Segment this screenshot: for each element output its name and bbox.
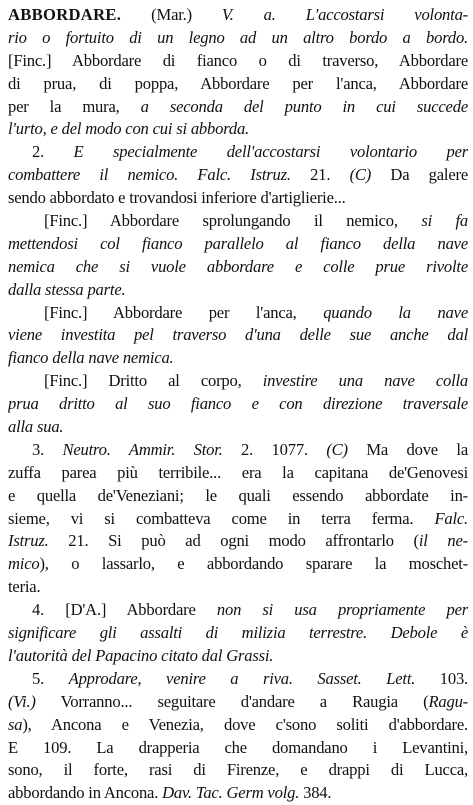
text-line <box>8 164 468 187</box>
text-line <box>8 347 468 370</box>
text-line <box>8 4 468 27</box>
text-segment: l'autorità del Papacino citato dal Grassi. <box>8 645 274 665</box>
text-segment: quando la nave <box>323 302 468 322</box>
text-segment: ), Ancona e Venezia, dove c'sono soliti d'abbordare. <box>22 714 468 734</box>
text-line <box>8 141 468 164</box>
text-line <box>8 645 468 668</box>
text-segment: a seconda del punto in cui succede <box>140 96 468 116</box>
text-segment: alla sua. <box>8 417 64 437</box>
text-line <box>8 210 468 233</box>
text-segment: (C) <box>326 439 348 459</box>
text-segment: 21. <box>290 165 350 185</box>
text-line <box>8 439 468 462</box>
text-segment: [Finc.] Abbordare di fianco o di traverso, Abbordare <box>8 50 468 70</box>
text-line <box>8 73 468 96</box>
text-line <box>8 370 468 393</box>
text-segment: l'urto, e del modo con cui si abborda. <box>8 119 249 139</box>
text-line <box>8 27 468 50</box>
text-segment: sa <box>8 714 23 734</box>
text-segment: Vorranno... seguitare d'andare a Raugia ( <box>35 691 429 711</box>
text-line <box>8 759 468 782</box>
entry-abbordare <box>8 4 468 805</box>
text-segment: Ma dove la <box>347 439 468 459</box>
text-segment: Approdare, venire a riva. Sasset. Lett. <box>68 668 416 688</box>
text-segment: rio o fortuito di un legno ad un altro bordo a bordo. <box>8 27 468 47</box>
text-line <box>8 279 468 302</box>
text-line <box>8 737 468 760</box>
text-segment: (Mar.) <box>121 5 222 24</box>
text-line <box>8 324 468 347</box>
text-line <box>8 599 468 622</box>
text-segment: ), o lassarlo, e abbordando sparare la moschet- <box>39 554 468 574</box>
text-segment: investire una nave colla <box>262 371 468 391</box>
text-segment: e quella de'Veneziani; le quali essendo abbordate in- <box>8 485 468 505</box>
text-line <box>8 576 468 599</box>
text-segment: viene investita pel traverso d'una delle sue anche dal <box>8 325 468 345</box>
text-segment: (Vi.) <box>8 691 36 711</box>
text-segment: E specialmente dell'accostarsi volontario per <box>73 142 468 162</box>
text-segment: V. a. L'accostarsi volonta- <box>221 5 468 24</box>
text-segment: mettendosi col fianco parallelo al fianco della nave <box>8 233 468 253</box>
text-segment: si fa <box>421 211 468 231</box>
text-line <box>8 118 468 141</box>
text-segment: combattere il nemico. Falc. Istruz. <box>8 165 291 185</box>
text-segment: [Finc.] Abbordare sprolungando il nemico, <box>44 211 422 231</box>
text-segment: Falc. <box>434 508 468 528</box>
text-segment: 4. [D'A.] Abbordare <box>32 600 217 620</box>
text-segment: [Finc.] Dritto al corpo, <box>44 371 263 391</box>
text-segment: 3. <box>32 439 63 459</box>
text-segment: il ne- <box>418 531 468 551</box>
text-segment: sendo abbordato e trovandosi inferiore d'artiglierie... <box>8 188 346 208</box>
text-line <box>8 714 468 737</box>
text-segment: Ragu- <box>428 691 468 711</box>
text-line <box>8 96 468 119</box>
text-segment: zuffa parea più terribile... era la capitana de'Genovesi <box>8 462 468 482</box>
text-segment: 5. <box>32 668 69 688</box>
text-segment: per la mura, <box>8 96 141 116</box>
text-segment: Istruz. <box>8 531 49 551</box>
text-segment: 384. <box>299 783 332 803</box>
text-line <box>8 485 468 508</box>
text-segment: (C) <box>349 165 372 185</box>
headword: ABBORDARE. <box>8 5 122 24</box>
text-line <box>8 462 468 485</box>
text-segment: abbordando in Ancona. <box>8 783 163 803</box>
text-segment: prua dritto al suo fianco e con direzione traversale <box>8 394 468 414</box>
text-segment: 21. Si può ad ogni modo affrontarlo ( <box>48 531 419 551</box>
text-segment: fianco della nave nemica. <box>8 348 174 368</box>
text-line <box>8 233 468 256</box>
text-line <box>8 187 468 210</box>
text-segment: [Finc.] Abbordare per l'anca, <box>44 302 324 322</box>
text-line <box>8 393 468 416</box>
text-line <box>8 508 468 531</box>
text-segment: sono, il forte, rasi di Firenze, e drappi di Lucca, <box>8 760 468 780</box>
text-line <box>8 530 468 553</box>
text-line <box>8 553 468 576</box>
text-line <box>8 50 468 73</box>
text-segment: Da galere <box>371 165 468 185</box>
text-segment: 2. <box>32 142 74 162</box>
text-line <box>8 256 468 279</box>
text-line <box>8 668 468 691</box>
text-segment: di prua, di poppa, Abbordare per l'anca, Abbordare <box>8 73 468 93</box>
text-segment: Neutro. Ammir. Stor. <box>62 439 223 459</box>
text-segment: significare gli assalti di milizia terrestre. Debole è <box>8 623 468 643</box>
text-segment: 103. <box>415 668 468 688</box>
text-segment: Dav. Tac. Germ volg. <box>162 783 300 803</box>
text-segment: mico <box>8 554 40 574</box>
text-line <box>8 416 468 439</box>
text-segment: sieme, vi si combatteva come in terra ferma. <box>8 508 435 528</box>
text-segment: teria. <box>8 577 41 597</box>
text-line <box>8 782 468 805</box>
text-segment: nemica che si vuole abbordare e colle prue rivolte <box>8 256 468 276</box>
text-segment: dalla stessa parte. <box>8 279 126 299</box>
text-segment: 2. 1077. <box>222 439 327 459</box>
text-line <box>8 302 468 325</box>
text-segment: non si usa propriamente per <box>216 600 468 620</box>
text-line <box>8 622 468 645</box>
text-segment: E 109. La drapperia che domandano i Levantini, <box>8 737 468 757</box>
text-line <box>8 691 468 714</box>
